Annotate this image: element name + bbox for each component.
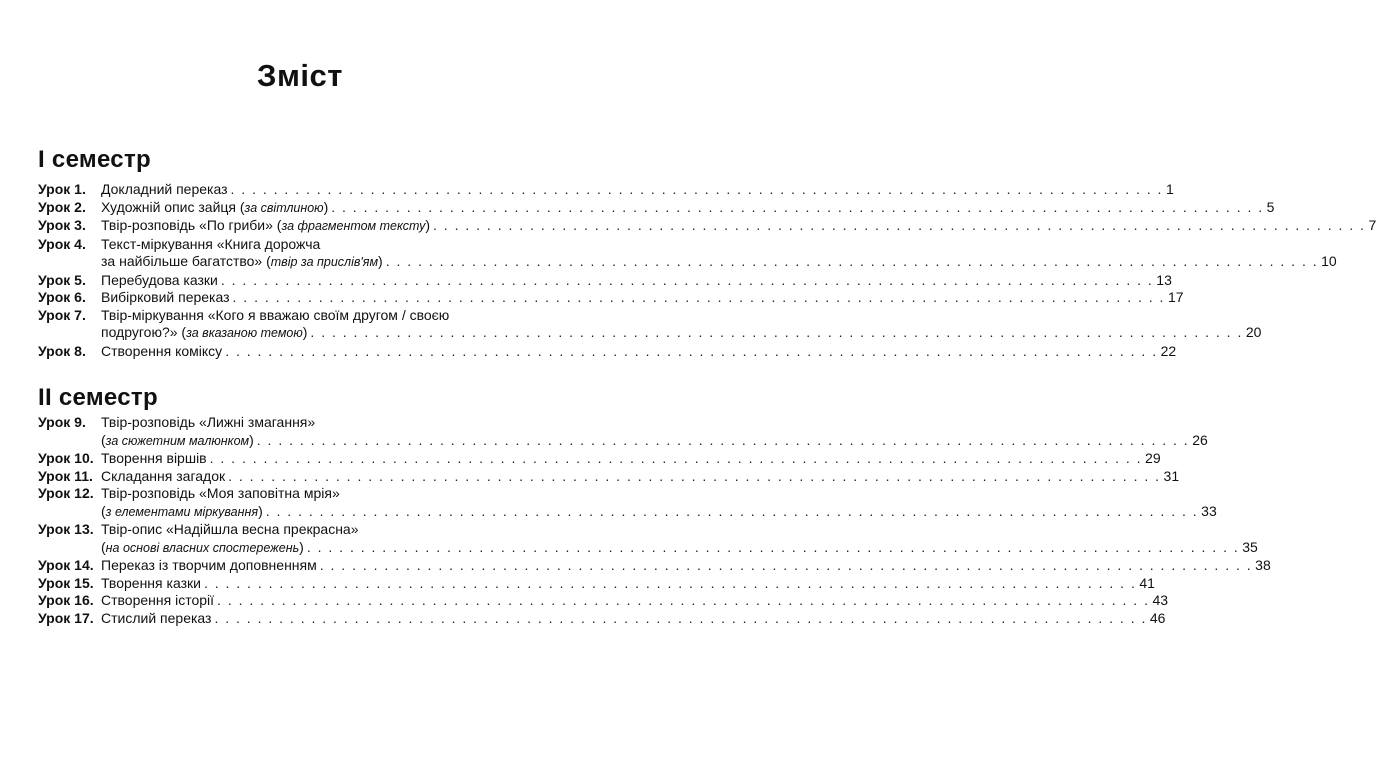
dot-leader bbox=[266, 503, 1198, 521]
entry-title-text: Художній опис зайця ( bbox=[101, 198, 245, 215]
entry-title-text: подругою?» ( bbox=[101, 324, 187, 340]
entry-title-text: Створення історії bbox=[101, 592, 215, 608]
page-number: 31 bbox=[1163, 467, 1180, 484]
dot-leader bbox=[204, 575, 1136, 593]
entry-note: за світлиною bbox=[244, 200, 324, 215]
entry-title-end: ) bbox=[323, 198, 329, 215]
entry-title-line bbox=[101, 521, 563, 539]
lesson-number: Урок 13. bbox=[38, 521, 94, 537]
entry-title bbox=[101, 503, 263, 522]
entry-title-line bbox=[101, 271, 1172, 290]
entry-title-end: ) bbox=[425, 217, 431, 233]
entry-title-line bbox=[101, 324, 1262, 343]
lesson-number: Урок 14. bbox=[38, 557, 94, 573]
lesson-number: Урок 11. bbox=[38, 467, 93, 484]
entry-title-end: ) bbox=[299, 538, 304, 555]
page-number: 22 bbox=[1160, 342, 1177, 359]
entry-title-text: Творення віршів bbox=[101, 450, 207, 466]
entry-title-line bbox=[101, 217, 1376, 236]
entry-title-line bbox=[101, 592, 1169, 610]
entry-body bbox=[101, 485, 1217, 521]
dot-leader bbox=[225, 343, 1157, 361]
lesson-number: Урок 12. bbox=[38, 485, 94, 501]
page-number: 20 bbox=[1245, 324, 1262, 340]
toc-entry[interactable] bbox=[38, 289, 1184, 307]
entry-note: твір за прислів'ям bbox=[270, 255, 379, 269]
entry-title bbox=[101, 217, 430, 236]
entry-note: за сюжетним малюнком bbox=[105, 433, 250, 448]
entry-body bbox=[101, 198, 1275, 218]
entry-body bbox=[101, 592, 1169, 610]
entry-title-end: ) bbox=[378, 253, 383, 269]
dot-leader bbox=[331, 199, 1263, 217]
entry-body bbox=[101, 521, 1258, 557]
lesson-number: Урок 17. bbox=[38, 609, 94, 626]
lesson-number: Урок 9. bbox=[38, 414, 86, 430]
lesson-number: Урок 7. bbox=[38, 306, 86, 323]
entry-title-text: Вибірковий переказ bbox=[101, 289, 230, 305]
lesson-number: Урок 2. bbox=[38, 198, 86, 215]
entry-title-line bbox=[101, 431, 1208, 451]
dot-leader bbox=[310, 324, 1242, 342]
entry-body bbox=[101, 217, 1376, 236]
entry-title-text: ( bbox=[101, 502, 106, 519]
lesson-number: Урок 15. bbox=[38, 574, 94, 591]
entry-title bbox=[101, 575, 201, 593]
page-number: 29 bbox=[1145, 450, 1161, 466]
toc-entry[interactable] bbox=[38, 235, 1337, 272]
page-number: 17 bbox=[1167, 289, 1184, 305]
dot-leader bbox=[386, 253, 1318, 271]
page-number: 7 bbox=[1368, 217, 1376, 233]
entry-title-line bbox=[101, 342, 1177, 361]
semester-2-heading: ІІ семестр bbox=[38, 384, 158, 411]
entry-title-end: ) bbox=[302, 324, 308, 340]
semester-2-toc bbox=[38, 414, 1271, 627]
entry-body bbox=[101, 342, 1177, 361]
entry-title-line bbox=[101, 414, 563, 432]
entry-title-line bbox=[101, 307, 563, 325]
toc-entry[interactable] bbox=[38, 521, 1258, 557]
lesson-number: Урок 1. bbox=[38, 181, 86, 197]
entry-title-line bbox=[101, 450, 1161, 468]
toc-entry[interactable] bbox=[38, 557, 1271, 575]
entry-title-line bbox=[101, 181, 1174, 199]
toc-entry[interactable] bbox=[38, 609, 1166, 628]
entry-note: за фрагментом тексту bbox=[281, 219, 426, 233]
entry-note: за вказаною темою bbox=[186, 326, 303, 340]
dot-leader bbox=[231, 181, 1163, 199]
page-number: 13 bbox=[1156, 271, 1172, 288]
lesson-number: Урок 4. bbox=[38, 235, 86, 252]
entry-title-line bbox=[101, 574, 1155, 593]
dot-leader bbox=[433, 217, 1365, 235]
entry-title bbox=[101, 432, 254, 451]
entry-title-line bbox=[101, 236, 563, 254]
toc-entry[interactable] bbox=[38, 306, 1262, 343]
entry-title-text: Складання загадок bbox=[101, 467, 226, 484]
entry-title bbox=[101, 181, 228, 199]
entry-title-line bbox=[101, 289, 1184, 307]
dot-leader bbox=[228, 468, 1160, 486]
entry-title-line bbox=[101, 253, 1337, 272]
entry-body bbox=[101, 181, 1174, 199]
entry-body bbox=[101, 289, 1184, 307]
entry-title-text: ( bbox=[101, 431, 106, 448]
lesson-number: Урок 6. bbox=[38, 289, 86, 305]
toc-entry[interactable] bbox=[38, 450, 1161, 468]
entry-title-first-line: Твір-розповідь «Моя заповітна мрія» bbox=[101, 485, 340, 501]
dot-leader bbox=[307, 539, 1239, 557]
page-number: 5 bbox=[1266, 198, 1275, 215]
entry-title bbox=[101, 450, 207, 468]
entry-title bbox=[101, 253, 383, 272]
entry-title-line bbox=[101, 198, 1275, 218]
entry-title bbox=[101, 324, 307, 343]
entry-title-line bbox=[101, 538, 1258, 558]
toc-entry[interactable] bbox=[38, 592, 1169, 610]
toc-entry[interactable] bbox=[38, 217, 1376, 236]
lesson-number: Урок 10. bbox=[38, 450, 94, 466]
dot-leader bbox=[320, 557, 1252, 575]
entry-title-first-line: Твір-міркування «Кого я вважаю своїм другом / своєю bbox=[101, 306, 450, 323]
semester-1-heading: І семестр bbox=[38, 146, 151, 173]
entry-title bbox=[101, 343, 222, 361]
dot-leader bbox=[214, 610, 1146, 628]
toc-entry[interactable] bbox=[38, 414, 1208, 450]
entry-title bbox=[101, 610, 211, 628]
entry-title-first-line: Текст-міркування «Книга дорожча bbox=[101, 235, 321, 252]
page-number: 38 bbox=[1255, 557, 1271, 573]
page-number: 33 bbox=[1201, 502, 1217, 519]
entry-body bbox=[101, 467, 1180, 486]
entry-title bbox=[101, 592, 214, 610]
toc-entry[interactable] bbox=[38, 181, 1174, 199]
page-title: Зміст bbox=[257, 58, 343, 93]
entry-title-end: ) bbox=[258, 502, 263, 519]
entry-note: на основі власних спостережень bbox=[105, 540, 300, 555]
page-number: 26 bbox=[1192, 431, 1208, 448]
entry-title bbox=[101, 557, 317, 575]
entry-body bbox=[101, 306, 1262, 343]
dot-leader bbox=[210, 450, 1142, 468]
page-number: 43 bbox=[1152, 592, 1169, 608]
toc-entry[interactable] bbox=[38, 467, 1180, 486]
entry-body bbox=[101, 235, 1337, 272]
entry-title-line bbox=[101, 557, 1271, 575]
dot-leader bbox=[233, 289, 1165, 307]
entry-title-text: Створення коміксу bbox=[101, 342, 223, 359]
entry-title-line bbox=[101, 467, 1180, 486]
toc-entry[interactable] bbox=[38, 574, 1155, 593]
toc-entry[interactable] bbox=[38, 342, 1177, 361]
entry-body bbox=[101, 414, 1208, 450]
entry-body bbox=[101, 557, 1271, 575]
lesson-number: Урок 3. bbox=[38, 217, 86, 233]
toc-entry[interactable] bbox=[38, 271, 1172, 290]
entry-title-line bbox=[101, 485, 563, 503]
page-number: 41 bbox=[1139, 574, 1155, 591]
entry-title bbox=[101, 539, 304, 558]
entry-body bbox=[101, 450, 1161, 468]
dot-leader bbox=[217, 592, 1149, 610]
entry-title-text: ( bbox=[101, 538, 106, 555]
entry-title-first-line: Твір-опис «Надійшла весна прекрасна» bbox=[101, 521, 359, 537]
page-number: 35 bbox=[1242, 538, 1258, 555]
lesson-number: Урок 8. bbox=[38, 342, 86, 359]
entry-note: з елементами міркування bbox=[105, 504, 259, 519]
dot-leader bbox=[221, 272, 1153, 290]
entry-title bbox=[101, 199, 328, 218]
entry-body bbox=[101, 574, 1155, 593]
lesson-number: Урок 5. bbox=[38, 271, 86, 288]
entry-title bbox=[101, 289, 230, 307]
page-number: 10 bbox=[1321, 253, 1337, 269]
entry-title-first-line: Твір-розповідь «Лижні змагання» bbox=[101, 414, 316, 430]
entry-title bbox=[101, 272, 218, 290]
semester-1-toc bbox=[38, 181, 1376, 360]
entry-title-text: Твір-розповідь «По гриби» ( bbox=[101, 217, 282, 233]
entry-title-line bbox=[101, 502, 1217, 522]
entry-body bbox=[101, 271, 1172, 290]
entry-title-line bbox=[101, 609, 1166, 628]
toc-entry[interactable] bbox=[38, 198, 1275, 218]
toc-entry[interactable] bbox=[38, 485, 1217, 521]
entry-title bbox=[101, 468, 225, 486]
dot-leader bbox=[257, 432, 1189, 450]
entry-title-text: Стислий переказ bbox=[101, 609, 212, 626]
entry-title-end: ) bbox=[249, 431, 254, 448]
entry-title-text: Докладний переказ bbox=[101, 181, 228, 197]
page-number: 1 bbox=[1165, 181, 1174, 197]
entry-title-text: Перебудова казки bbox=[101, 271, 218, 288]
entry-title-text: за найбільше багатство» ( bbox=[101, 253, 271, 269]
entry-title-text: Творення казки bbox=[101, 574, 201, 591]
entry-title-text: Переказ із творчим доповненням bbox=[101, 557, 317, 573]
lesson-number: Урок 16. bbox=[38, 592, 94, 608]
entry-body bbox=[101, 609, 1166, 628]
page-number: 46 bbox=[1149, 609, 1166, 626]
